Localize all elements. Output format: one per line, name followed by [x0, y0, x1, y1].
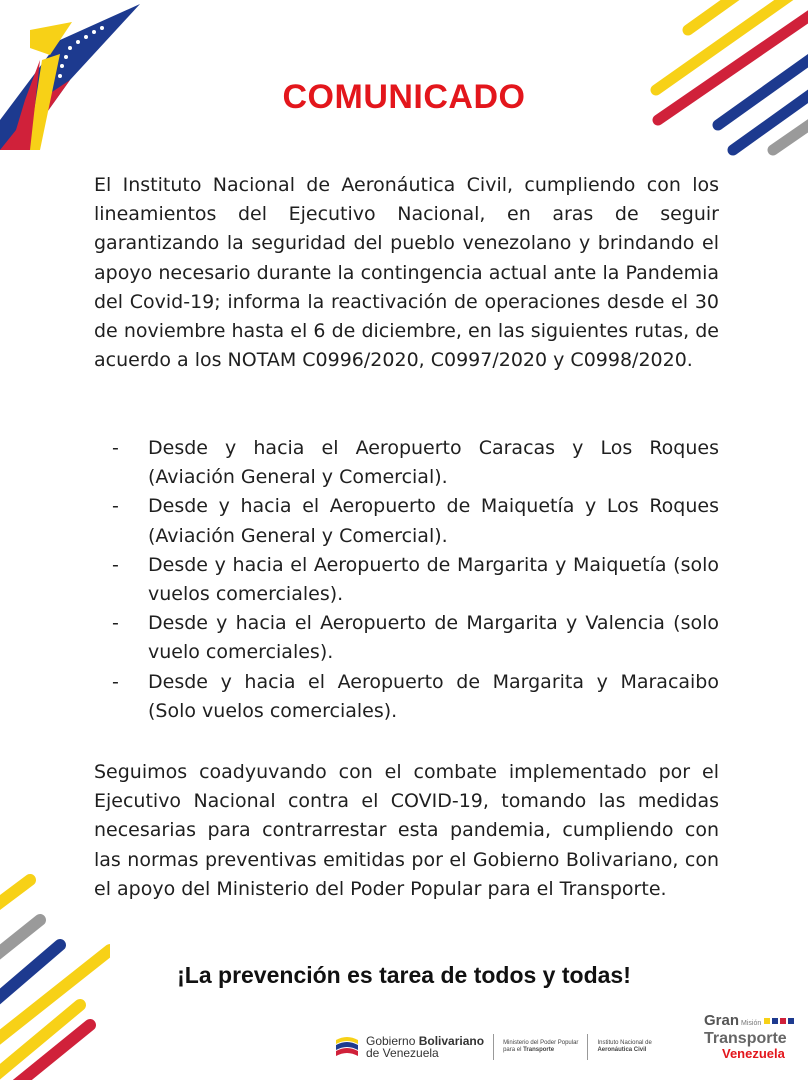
institute-text: [597, 1040, 651, 1054]
ministry-line1: Ministerio del Poder Popular: [503, 1040, 579, 1046]
bullet-dash: -: [112, 437, 119, 459]
gov-line2: de Venezuela: [366, 1046, 439, 1060]
institute-line2: Aeronáutica Civil: [597, 1047, 647, 1053]
route-text: Desde y hacia el Aeropuerto de Margarita y Valencia (solo vuelo comerciales).: [148, 612, 719, 664]
list-item: [94, 609, 719, 667]
institute-line1: Instituto Nacional de: [597, 1040, 652, 1046]
slogan: ¡La prevención es tarea de todos y todas!: [177, 962, 631, 988]
ministry-text: [503, 1040, 578, 1054]
gobierno-bolivariano-text: [366, 1035, 484, 1059]
gran-mision-transporte-logo: [704, 1014, 804, 1066]
gov-line1: Gobierno: [366, 1034, 419, 1048]
route-text: Desde y hacia el Aeropuerto de Margarita y Maiquetía (solo vuelos comerciales).: [148, 553, 719, 606]
list-item: [94, 551, 719, 609]
closing-paragraph: Seguimos coadyuvando con el combate implementado por el Ejecutivo Nacional contra el COVID-19, tomando las medidas necesarias para contrarrestar esta pandemia, cumpliendo con las normas preventivas emitidas por el Gobierno Bolivariano, con el apoyo del Ministerio del Poder Popular para el Transporte.: [94, 761, 719, 900]
gov-line1-bold: Bolivariano: [418, 1034, 485, 1048]
routes-list: [94, 434, 719, 726]
ministry-line2-bold: Transporte: [523, 1047, 555, 1053]
route-text: Desde y hacia el Aeropuerto de Margarita y Maracaibo (Solo vuelos comerciales).: [148, 670, 719, 722]
gm-transporte: Transporte: [704, 1030, 787, 1047]
ministry-line2: para el: [503, 1047, 524, 1053]
route-text: Desde y hacia el Aeropuerto de Maiquetía y Los Roques (Aviación General y Comercial).: [148, 495, 719, 547]
gm-venezuela: Venezuela: [722, 1046, 785, 1061]
list-item: [94, 434, 719, 492]
document-title: COMUNICADO: [282, 78, 526, 116]
government-logo-strip: [334, 1030, 652, 1064]
route-text: Desde y hacia el Aeropuerto Caracas y Los Roques (Aviación General y Comercial).: [148, 437, 719, 489]
list-item: [94, 492, 719, 550]
list-item: [94, 668, 719, 726]
gm-gran: Gran: [704, 1012, 740, 1029]
gm-mision: Misión: [741, 1020, 762, 1027]
gobierno-bolivariano-logo-icon: [334, 1032, 360, 1062]
flag-swoosh-logo: [0, 0, 150, 150]
bullet-dash: -: [112, 670, 119, 693]
bullet-dash: -: [112, 553, 119, 576]
transport-icons: [764, 1018, 794, 1024]
bullet-dash: -: [112, 612, 119, 635]
bullet-dash: -: [112, 495, 119, 518]
divider: [493, 1034, 494, 1060]
divider: [587, 1034, 588, 1060]
intro-paragraph: El Instituto Nacional de Aeronáutica Civil, cumpliendo con los lineamientos del Ejecutivo Nacional, en aras de seguir garantizando la seguridad del pueblo venezolano y brindando el apoyo necesario durante la contingencia actual ante la Pandemia del Covid-19; informa la reactivación de operaciones desde el 30 de noviembre hasta el 6 de diciembre, en las siguientes rutas, de acuerdo a los NOTAM C0996/2020, C0997/2020 y C0998/2020.: [94, 174, 719, 372]
